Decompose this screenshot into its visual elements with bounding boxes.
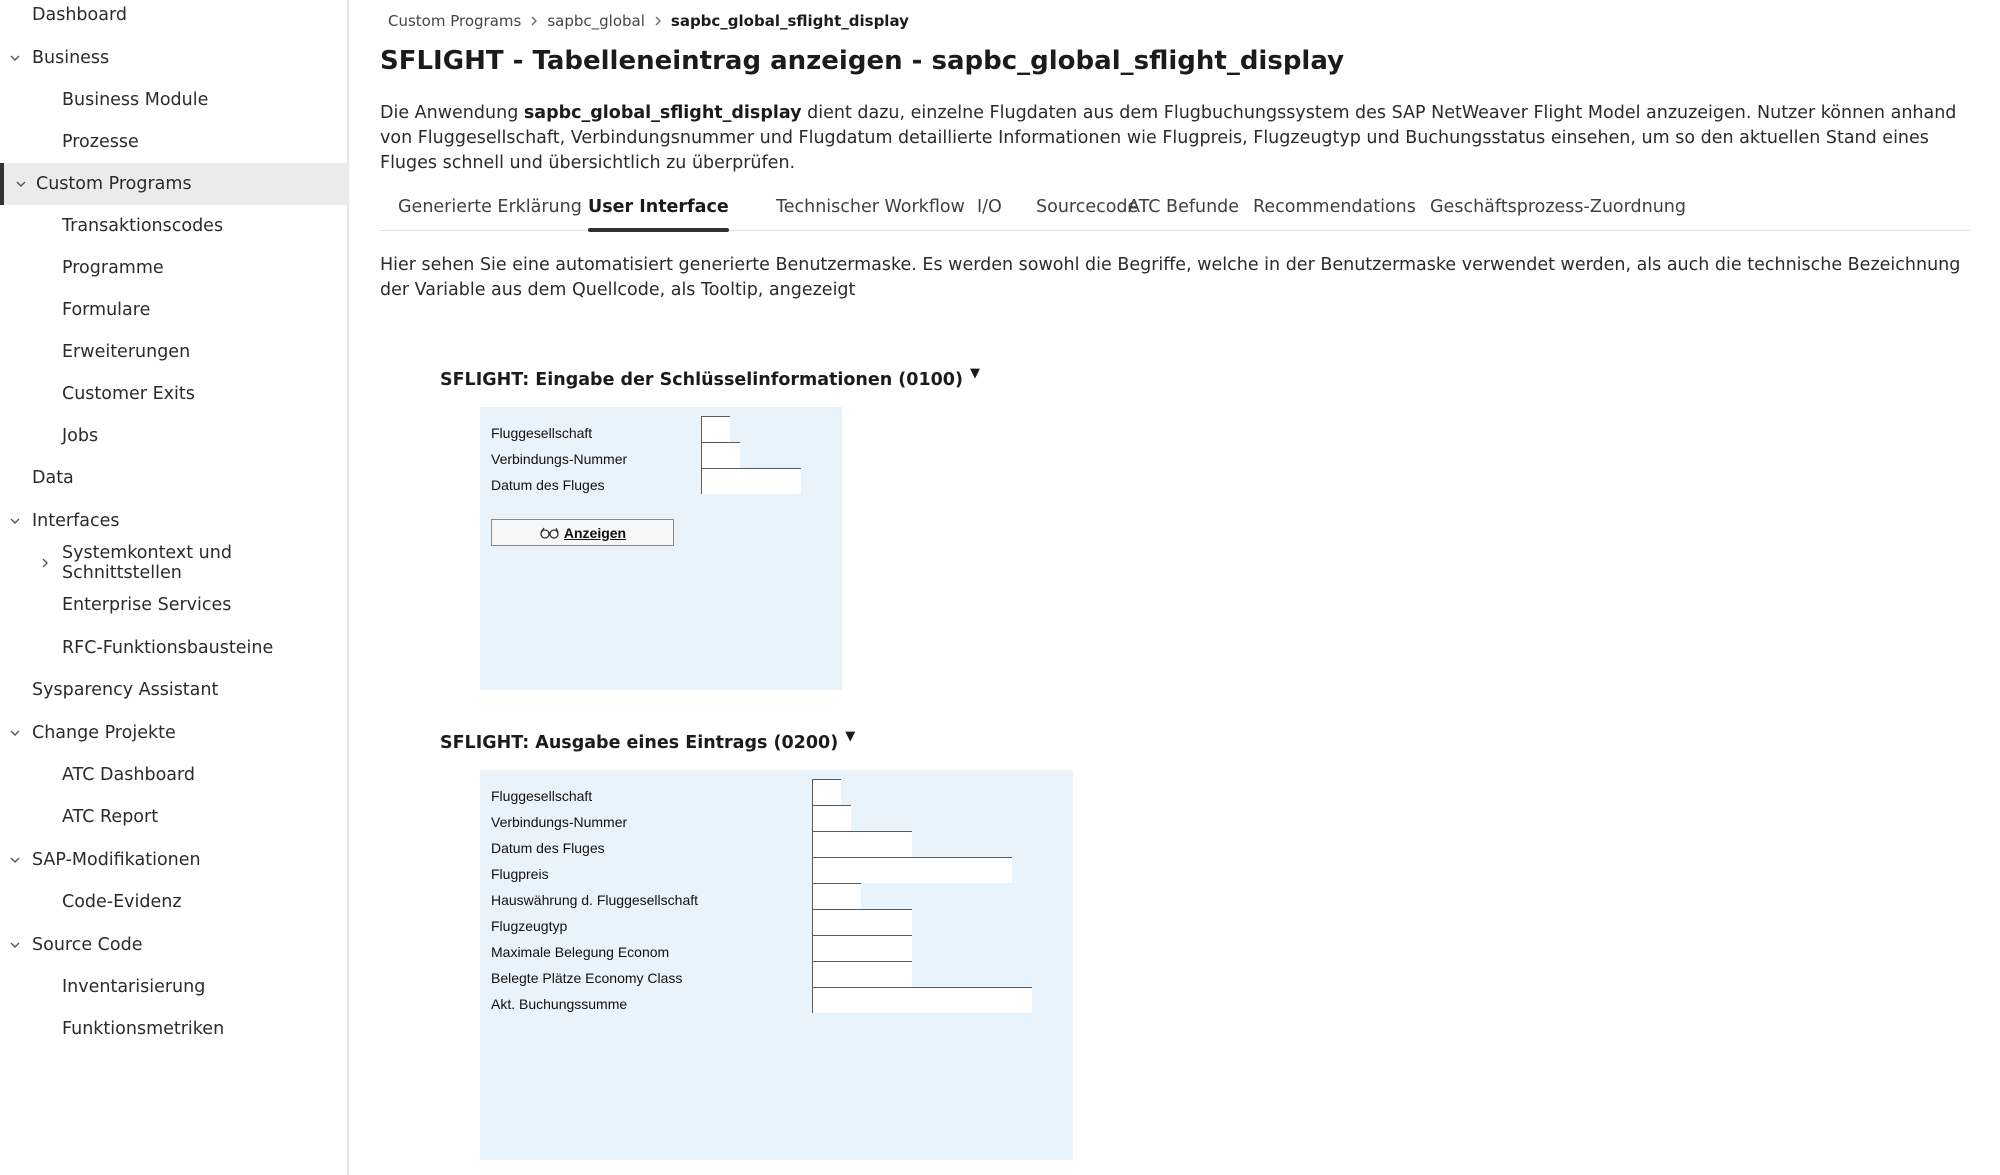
chevron-down-icon [8, 726, 22, 740]
sidebar-item-interfaces[interactable] [0, 500, 348, 542]
sidebar-item-source-code[interactable] [0, 924, 348, 966]
description-prefix: Die Anwendung [380, 103, 524, 123]
sidebar-item-label: SAP-Modifikationen [32, 850, 201, 870]
sidebar-item-label: Business [32, 48, 110, 68]
sidebar-item-label: Customer Exits [62, 384, 195, 404]
tab-label: Recommendations [1253, 196, 1416, 217]
screen-0100-mask [480, 407, 842, 690]
sidebar-item-transaktionscodes[interactable] [0, 205, 348, 247]
program-description [380, 101, 1980, 176]
sidebar-item-inventarisierung[interactable] [0, 966, 348, 1008]
tab-generierte-erklaerung[interactable] [398, 182, 582, 231]
field-label: Verbindungs-Nummer [491, 814, 628, 830]
output-maximale-belegung [812, 935, 912, 961]
sidebar-item-atc-report[interactable] [0, 796, 348, 838]
output-flugpreis [812, 857, 1012, 883]
sidebar-item-label: Sysparency Assistant [32, 680, 219, 700]
sidebar-item-code-evidenz[interactable] [0, 881, 348, 923]
collapse-toggle-icon: ▼ [969, 366, 980, 381]
sidebar-item-label: Funktionsmetriken [62, 1019, 225, 1039]
tab-atc-befunde[interactable] [1128, 182, 1239, 231]
sidebar-item-dashboard[interactable] [0, 0, 348, 36]
sidebar-item-label: Interfaces [32, 511, 120, 531]
output-belegte-plaetze [812, 961, 912, 987]
tab-label: Geschäftsprozess-Zuordnung [1430, 196, 1687, 217]
ui-intro-text: Hier sehen Sie eine automatisiert generierte Benutzermaske. Es werden sowohl die Begriffe, welche in der Benutzermaske verwendet werden, als auch die technische Bezeichnung der Variable aus dem Quellcode, als Tooltip, angezeigt [380, 255, 1961, 300]
tab-recommendations[interactable] [1253, 182, 1416, 231]
sidebar-item-label: Transaktionscodes [62, 216, 224, 236]
sidebar-item-data[interactable] [0, 457, 348, 499]
description-text: dient dazu, einzelne Flugdaten aus dem Flugbuchungssystem des SAP NetWeaver Flight Model anzuzeigen. Nutzer können anhand von Fluggesellschaft, Verbindungsnummer und Flugdatum detaillierte Informationen wie Flugpreis, Flugzeugtyp und Buchungsstatus einsehen, um so den aktuellen Stand eines Fluges schnell und übersichtlich zu überprüfen. [380, 103, 1957, 173]
chevron-down-icon [14, 177, 28, 191]
sidebar [0, 0, 349, 1175]
sidebar-item-label: Dashboard [32, 5, 127, 25]
screen-title: SFLIGHT: Eingabe der Schlüsselinformationen (0100) [440, 370, 963, 390]
field-label: Akt. Buchungssumme [491, 996, 628, 1012]
chevron-right-icon [521, 16, 547, 26]
sidebar-item-enterprise-services[interactable] [0, 584, 348, 626]
field-label: Fluggesellschaft [491, 425, 593, 441]
chevron-right-icon [645, 16, 671, 26]
sidebar-item-funktionsmetriken[interactable] [0, 1008, 348, 1050]
tab-label: ATC Befunde [1128, 196, 1240, 217]
sidebar-item-label: ATC Dashboard [62, 765, 196, 785]
field-label: Fluggesellschaft [491, 788, 593, 804]
sidebar-item-rfc-funktionsbausteine[interactable] [0, 627, 348, 669]
sidebar-item-label: Formulare [62, 300, 151, 320]
sidebar-item-label: Code-Evidenz [62, 892, 182, 912]
sidebar-item-label: Change Projekte [32, 723, 176, 743]
active-tab-indicator [588, 228, 729, 232]
sidebar-item-label: Prozesse [62, 132, 139, 152]
input-verbindungs-nummer[interactable] [701, 442, 740, 468]
sidebar-item-label: Data [32, 468, 74, 488]
sidebar-item-label: Erweiterungen [62, 342, 191, 362]
sidebar-item-label: Programme [62, 258, 164, 278]
sidebar-item-atc-dashboard[interactable] [0, 754, 348, 796]
breadcrumb-item-custom-programs[interactable]: Custom Programs [388, 12, 522, 30]
output-fluggesellschaft [812, 779, 841, 805]
sidebar-item-label: RFC-Funktionsbausteine [62, 638, 274, 658]
sidebar-item-formulare[interactable] [0, 289, 348, 331]
field-label: Datum des Fluges [491, 840, 605, 856]
sidebar-item-jobs[interactable] [0, 415, 348, 457]
chevron-down-icon [8, 514, 22, 528]
tab-sourcecode[interactable] [1036, 182, 1138, 231]
screen-0200-header[interactable] [440, 729, 856, 753]
anzeigen-button-label: Anzeigen [563, 524, 627, 541]
breadcrumb-item-sapbc-global[interactable]: sapbc_global [547, 12, 645, 30]
input-fluggesellschaft[interactable] [701, 416, 730, 442]
sidebar-item-erweiterungen[interactable] [0, 331, 348, 373]
sidebar-item-label: Inventarisierung [62, 977, 206, 997]
sidebar-item-sysparency-assistant[interactable] [0, 669, 348, 711]
field-label: Verbindungs-Nummer [491, 451, 628, 467]
tab-label: User Interface [588, 196, 729, 217]
tab-label: I/O [977, 196, 1002, 217]
tab-user-interface[interactable] [588, 182, 729, 231]
field-label: Hauswährung d. Fluggesellschaft [491, 892, 699, 908]
description-program-name: sapbc_global_sflight_display [523, 103, 802, 123]
screen-0200-mask [480, 770, 1073, 1160]
field-label: Flugpreis [491, 866, 549, 882]
tab-io[interactable] [977, 182, 1002, 231]
sidebar-item-label: ATC Report [62, 807, 159, 827]
sidebar-item-systemkontext[interactable] [0, 542, 348, 584]
chevron-right-icon [38, 556, 52, 570]
sidebar-item-business[interactable] [0, 37, 348, 79]
sidebar-item-label: Custom Programs [36, 174, 192, 194]
tab-label: Sourcecode [1036, 196, 1139, 217]
field-label: Maximale Belegung Econom [491, 944, 670, 960]
output-flugzeugtyp [812, 909, 912, 935]
sidebar-item-label: Source Code [32, 935, 143, 955]
field-label: Belegte Plätze Economy Class [491, 970, 683, 986]
tab-technischer-workflow[interactable] [776, 182, 965, 231]
tab-geschaeftsprozess-zuordnung[interactable] [1430, 182, 1686, 231]
page-title: SFLIGHT - Tabelleneintrag anzeigen - sapbc_global_sflight_display [380, 46, 1345, 76]
field-label: Datum des Fluges [491, 477, 605, 493]
screen-title: SFLIGHT: Ausgabe eines Eintrags (0200) [440, 733, 839, 753]
main-content [380, 0, 2000, 1175]
output-verbindungs-nummer [812, 805, 851, 831]
sidebar-item-label: Systemkontext und Schnittstellen [62, 543, 232, 583]
breadcrumb-item-current: sapbc_global_sflight_display [670, 12, 909, 30]
sidebar-item-label: Business Module [62, 90, 209, 110]
tab-label: Generierte Erklärung [398, 196, 582, 217]
output-hauswaehrung [812, 883, 861, 909]
screen-0100-header[interactable] [440, 366, 980, 390]
tab-bar [380, 182, 1970, 231]
input-datum-des-fluges[interactable] [701, 468, 801, 494]
output-buchungssumme [812, 987, 1032, 1013]
sidebar-item-prozesse[interactable] [0, 121, 348, 163]
glasses-icon [539, 525, 561, 541]
output-datum-des-fluges [812, 831, 912, 857]
chevron-down-icon [8, 853, 22, 867]
sidebar-item-change-projekte[interactable] [0, 712, 348, 754]
sidebar-item-label: Jobs [62, 426, 99, 446]
sidebar-item-custom-programs[interactable] [0, 163, 348, 205]
sidebar-item-label: Enterprise Services [62, 595, 232, 615]
sidebar-item-programme[interactable] [0, 247, 348, 289]
anzeigen-button[interactable] [491, 519, 674, 546]
tab-label: Technischer Workflow [776, 196, 965, 217]
field-label: Flugzeugtyp [491, 918, 568, 934]
breadcrumb [388, 10, 909, 32]
sidebar-item-sap-modifikationen[interactable] [0, 839, 348, 881]
sidebar-item-customer-exits[interactable] [0, 373, 348, 415]
chevron-down-icon [8, 51, 22, 65]
sidebar-item-business-module[interactable] [0, 79, 348, 121]
chevron-down-icon [8, 938, 22, 952]
collapse-toggle-icon: ▼ [845, 729, 856, 744]
